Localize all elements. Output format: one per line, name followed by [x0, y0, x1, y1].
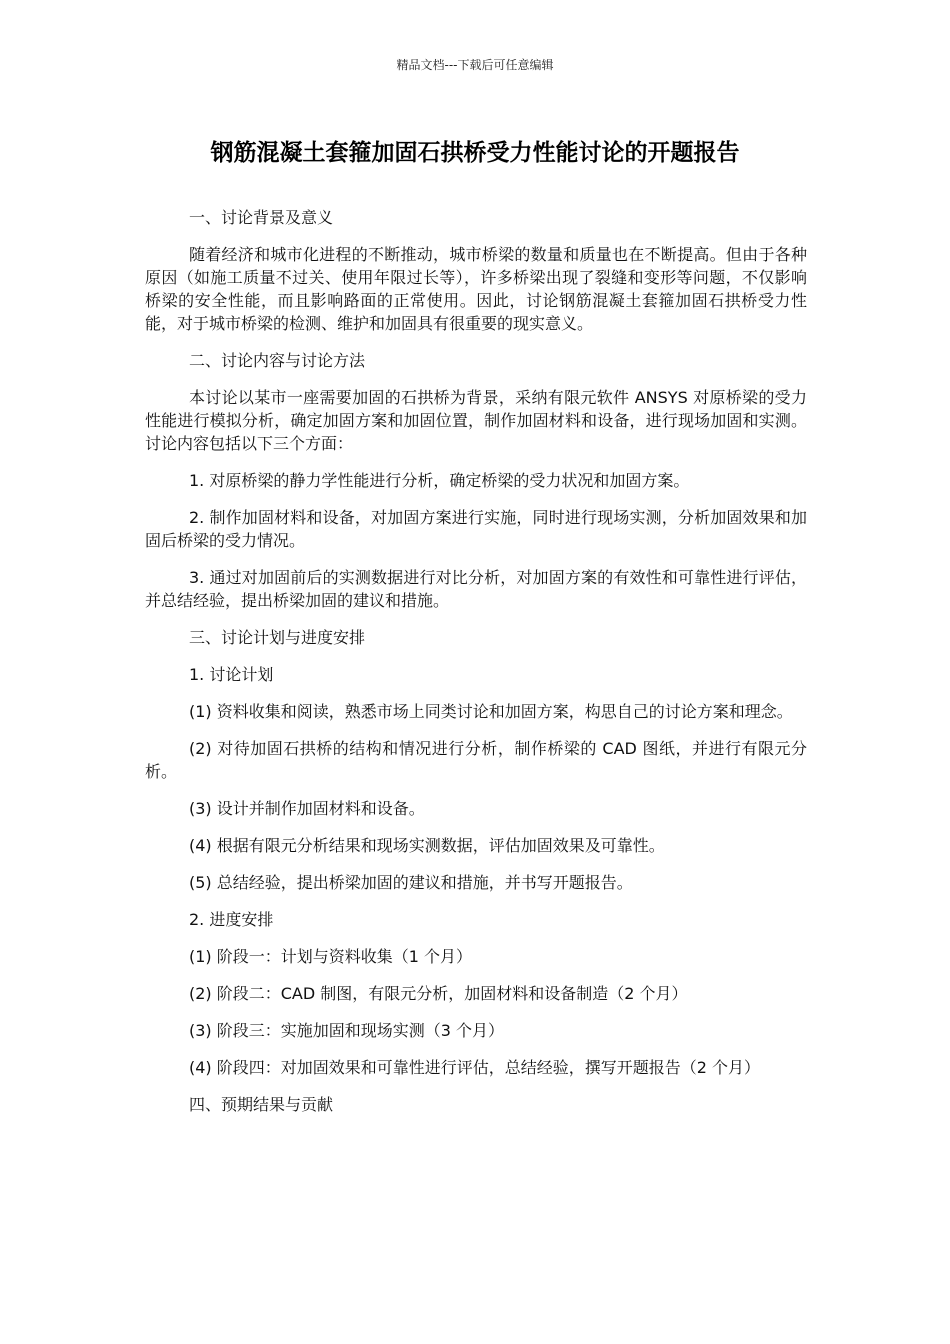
document-title: 钢筋混凝土套箍加固石拱桥受力性能讨论的开题报告: [210, 140, 740, 166]
page-header: 精品文档---下载后可任意编辑: [396, 58, 554, 72]
paragraph-content-method: 本讨论以某市一座需要加固的石拱桥为背景，采纳有限元软件 ANSYS 对原桥梁的受力性能进行模拟分析，确定加固方案和加固位置，制作加固材料和设备，进行现场加固和实测。讨论内容包括以下三个方面：: [145, 388, 807, 453]
schedule-item-1: (1) 阶段一：计划与资料收集（1 个月）: [189, 947, 473, 966]
list-item-content-2: 2. 制作加固材料和设备，对加固方案进行实施，同时进行现场实测，分析加固效果和加固后桥梁的受力情况。: [145, 508, 807, 550]
plan-item-3: (3) 设计并制作加固材料和设备。: [189, 799, 425, 818]
list-item-content-3: 3. 通过对加固前后的实测数据进行对比分析，对加固方案的有效性和可靠性进行评估，并总结经验，提出桥梁加固的建议和措施。: [145, 568, 807, 610]
list-item-content-1: 1. 对原桥梁的静力学性能进行分析，确定桥梁的受力状况和加固方案。: [189, 471, 690, 490]
plan-item-1: (1) 资料收集和阅读，熟悉市场上同类讨论和加固方案，构思自己的讨论方案和理念。: [189, 702, 793, 721]
schedule-item-2: (2) 阶段二：CAD 制图，有限元分析，加固材料和设备制造（2 个月）: [189, 984, 688, 1003]
section-heading-expected-results: 四、预期结果与贡献: [189, 1095, 334, 1114]
plan-item-2: (2) 对待加固石拱桥的结构和情况进行分析，制作桥梁的 CAD 图纸，并进行有限元分析。: [145, 739, 807, 781]
paragraph-background: 随着经济和城市化进程的不断推动，城市桥梁的数量和质量也在不断提高。但由于各种原因（如施工质量不过关、使用年限过长等），许多桥梁出现了裂缝和变形等问题，不仅影响桥梁的安全性能，而且影响路面的正常使用。因此，讨论钢筋混凝土套箍加固石拱桥受力性能，对于城市桥梁的检测、维护和加固具有很重要的现实意义。: [145, 245, 807, 333]
plan-item-4: (4) 根据有限元分析结果和现场实测数据，评估加固效果及可靠性。: [189, 836, 665, 855]
subheading-schedule: 2. 进度安排: [189, 910, 274, 929]
schedule-item-4: (4) 阶段四：对加固效果和可靠性进行评估，总结经验，撰写开题报告（2 个月）: [189, 1058, 761, 1077]
section-heading-content-method: 二、讨论内容与讨论方法: [189, 351, 366, 370]
schedule-item-3: (3) 阶段三：实施加固和现场实测（3 个月）: [189, 1021, 505, 1040]
section-heading-background: 一、讨论背景及意义: [189, 208, 334, 227]
subheading-plan: 1. 讨论计划: [189, 665, 274, 684]
section-heading-plan-schedule: 三、讨论计划与进度安排: [189, 628, 366, 647]
document-body: [145, 206, 807, 1130]
plan-item-5: (5) 总结经验，提出桥梁加固的建议和措施，并书写开题报告。: [189, 873, 633, 892]
